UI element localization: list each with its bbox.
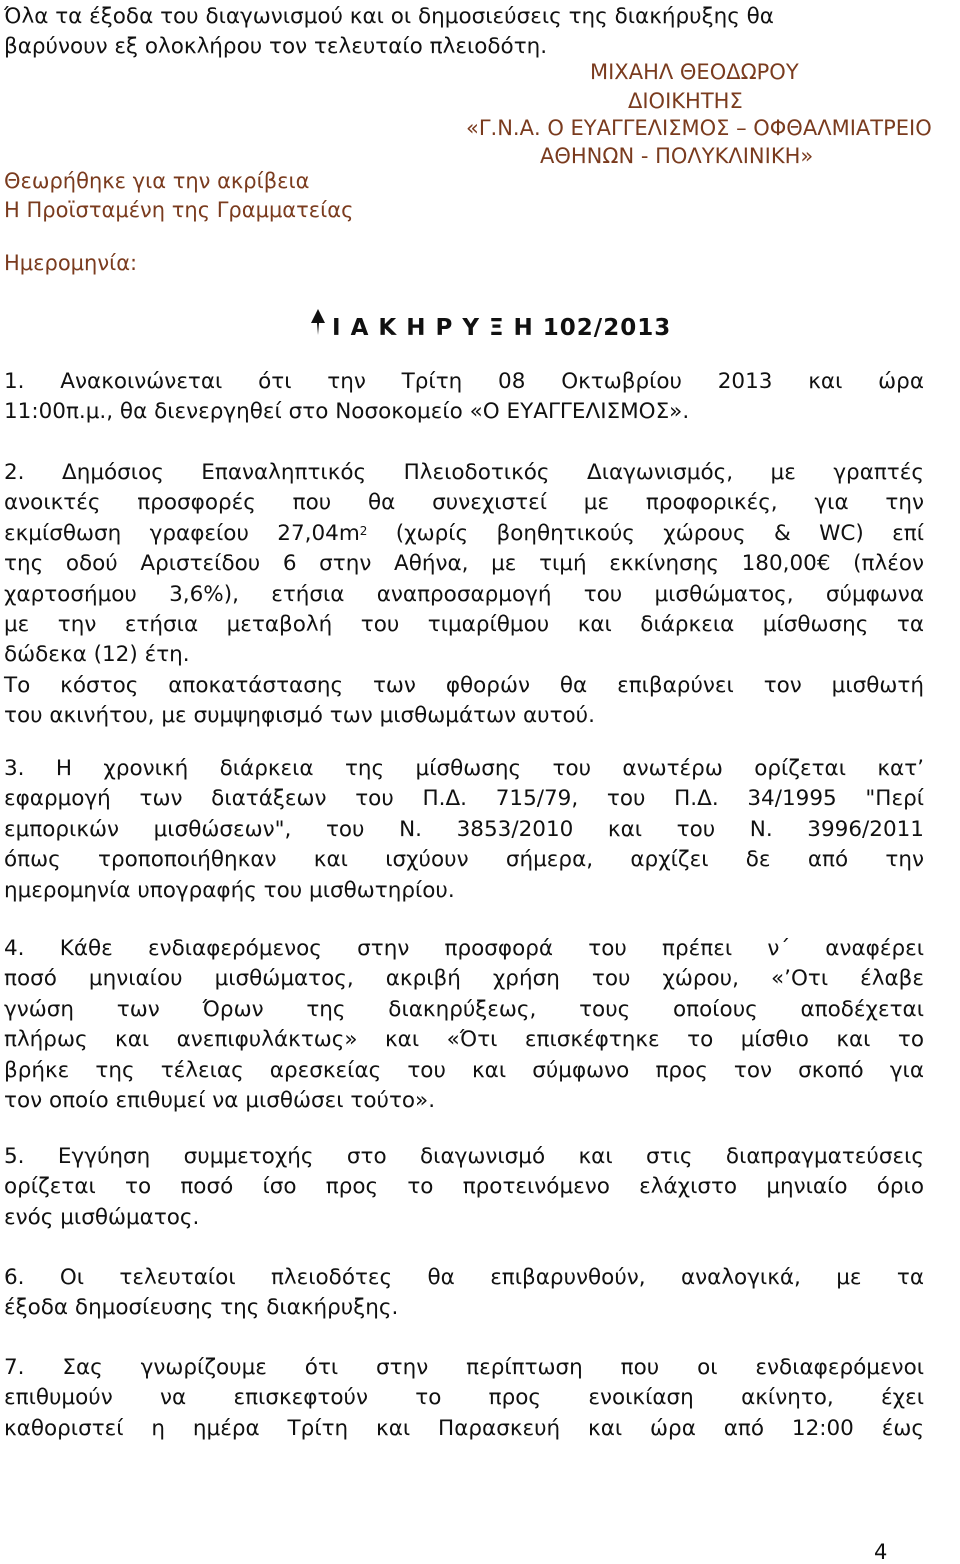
section-4-line: πλήρως και ανεπιφυλάκτως» και «Ότι επισκέφτηκε το μίσθιο και το <box>4 1027 924 1053</box>
section-1 <box>4 367 924 428</box>
section-2-line: του ακινήτου, με συμψηφισμό των μισθωμάτων αυτού. <box>4 703 595 729</box>
document-title <box>310 307 671 341</box>
section-2-line: ανοικτές προσφορές που θα συνεχιστεί με προφορικές, για την <box>4 490 924 516</box>
section-7 <box>4 1353 924 1444</box>
section-6-line: 6. Οι τελευταίοι πλειοδότες θα επιβαρυνθούν, αναλογικά, με τα <box>4 1265 924 1290</box>
signature-org-line-2: ΑΘΗΝΩΝ - ΠΟΛΥΚΛΙΝΙΚΗ» <box>540 144 814 168</box>
section-5-line: ενός μισθώματος. <box>4 1204 200 1230</box>
signature-org-line-1: «Γ.Ν.Α. Ο ΕΥΑΓΓΕΛΙΣΜΟΣ – ΟΦΘΑΛΜΙΑΤΡΕΙΟ <box>466 116 932 140</box>
document-title-text: Ι Α Κ Η Ρ Υ Ξ Η 102/2013 <box>332 315 672 341</box>
signature-role: ΔΙΟΙΚΗΤΗΣ <box>628 89 743 113</box>
section-2-line: Το κόστος αποκατάστασης των φθορών θα επιβαρύνει τον μισθωτή <box>4 672 924 698</box>
verification-line-2: Η Προϊσταμένη της Γραμματείας <box>4 198 354 222</box>
section-1-line: 11:00π.μ., θα διενεργηθεί στο Νοσοκομείο «Ο ΕΥΑΓΓΕΛΙΣΜΟΣ». <box>4 399 690 425</box>
signature-name: ΜΙΧΑΗΛ ΘΕΟΔΩΡΟΥ <box>590 60 799 84</box>
section-5 <box>4 1142 924 1233</box>
section-4-line: γνώση των Όρων της διακηρύξεως, τους οποίους αποδέχεται <box>4 996 924 1022</box>
section-5-line: 5. Εγγύηση συμμετοχής στο διαγωνισμό και στις διαπραγματεύσεις <box>4 1144 924 1169</box>
section-2 <box>4 458 924 732</box>
section-3-line: εμπορικών μισθώσεων", του Ν. 3853/2010 και του Ν. 3996/2011 <box>4 816 924 842</box>
section-4-line: βρήκε της τέλειας αρεσκείας του και σύμφωνο προς τον σκοπό για <box>4 1057 924 1083</box>
section-4-line: τον οποίο επιθυμεί να μισθώσει τούτο». <box>4 1088 436 1114</box>
section-6 <box>4 1263 924 1324</box>
section-4-line: 4. Κάθε ενδιαφερόμενος στην προσφορά του πρέπει ν΄ αναφέρει <box>4 936 924 961</box>
area-text-rest: (χωρίς βοηθητικούς χώρους & WC) επί <box>367 520 924 546</box>
section-5-line: ορίζεται το ποσό ίσο προς το προτεινόμενο ελάχιστο μηνιαίο όριο <box>4 1174 924 1200</box>
section-7-line: επιθυμούν να επισκεφτούν το προς ενοικίαση ακίνητο, έχει <box>4 1385 924 1411</box>
section-7-line: 7. Σας γνωρίζουμε ότι στην περίπτωση που οι ενδιαφερόμενοι <box>4 1355 924 1380</box>
area-superscript: 2 <box>359 523 368 538</box>
section-3-line: 3. Η χρονική διάρκεια της μίσθωσης του ανωτέρω ορίζεται κατ’ <box>4 756 924 781</box>
section-4 <box>4 934 924 1116</box>
intro-line-2: βαρύνουν εξ ολοκλήρου τον τελευταίο πλειοδότη. <box>4 34 548 59</box>
intro-line-1: Όλα τα έξοδα του διαγωνισμού και οι δημοσιεύσεις της διακήρυξης θα <box>4 4 774 29</box>
section-6-line: έξοδα δημοσίευσης της διακήρυξης. <box>4 1295 399 1321</box>
section-1-line: 1. Ανακοινώνεται ότι την Τρίτη 08 Οκτωβρίου 2013 και ώρα <box>4 369 924 394</box>
section-2-line: με την ετήσια μεταβολή του τιμαρίθμου και διάρκεια μίσθωσης τα <box>4 612 924 638</box>
section-7-line: καθοριστεί η ημέρα Τρίτη και Παρασκευή και ώρα από 12:00 έως <box>4 1415 924 1441</box>
verification-line-1: Θεωρήθηκε για την ακρίβεια <box>4 169 310 193</box>
section-3-line: όπως τροποποιήθηκαν και ισχύουν σήμερα, αρχίζει δε από την <box>4 847 924 873</box>
area-text: εκμίσθωση γραφείου 27,04m <box>4 520 360 546</box>
section-3-line: εφαρμογή των διατάξεων του Π.Δ. 715/79, του Π.Δ. 34/1995 "Περί <box>4 786 924 812</box>
section-3 <box>4 754 924 906</box>
section-2-line-area <box>4 519 924 549</box>
section-3-line: ημερομηνία υπογραφής του μισθωτηρίου. <box>4 877 455 903</box>
section-4-line: ποσό μηνιαίου μισθώματος, ακριβή χρήση του χώρου, «’Οτι έλαβε <box>4 966 924 992</box>
section-2-line: δώδεκα (12) έτη. <box>4 642 190 668</box>
title-mark-icon <box>310 307 326 341</box>
page-number: 4 <box>874 1540 888 1564</box>
section-2-line: 2. Δημόσιος Επαναληπτικός Πλειοδοτικός Διαγωνισμός, με γραπτές <box>4 460 924 485</box>
section-2-line: της οδού Αριστείδου 6 στην Αθήνα, με τιμή εκκίνησης 180,00€ (πλέον <box>4 551 924 577</box>
date-label: Ημερομηνία: <box>4 251 138 275</box>
section-2-line: χαρτοσήμου 3,6%), ετήσια αναπροσαρμογή του μισθώματος, σύμφωνα <box>4 581 924 607</box>
